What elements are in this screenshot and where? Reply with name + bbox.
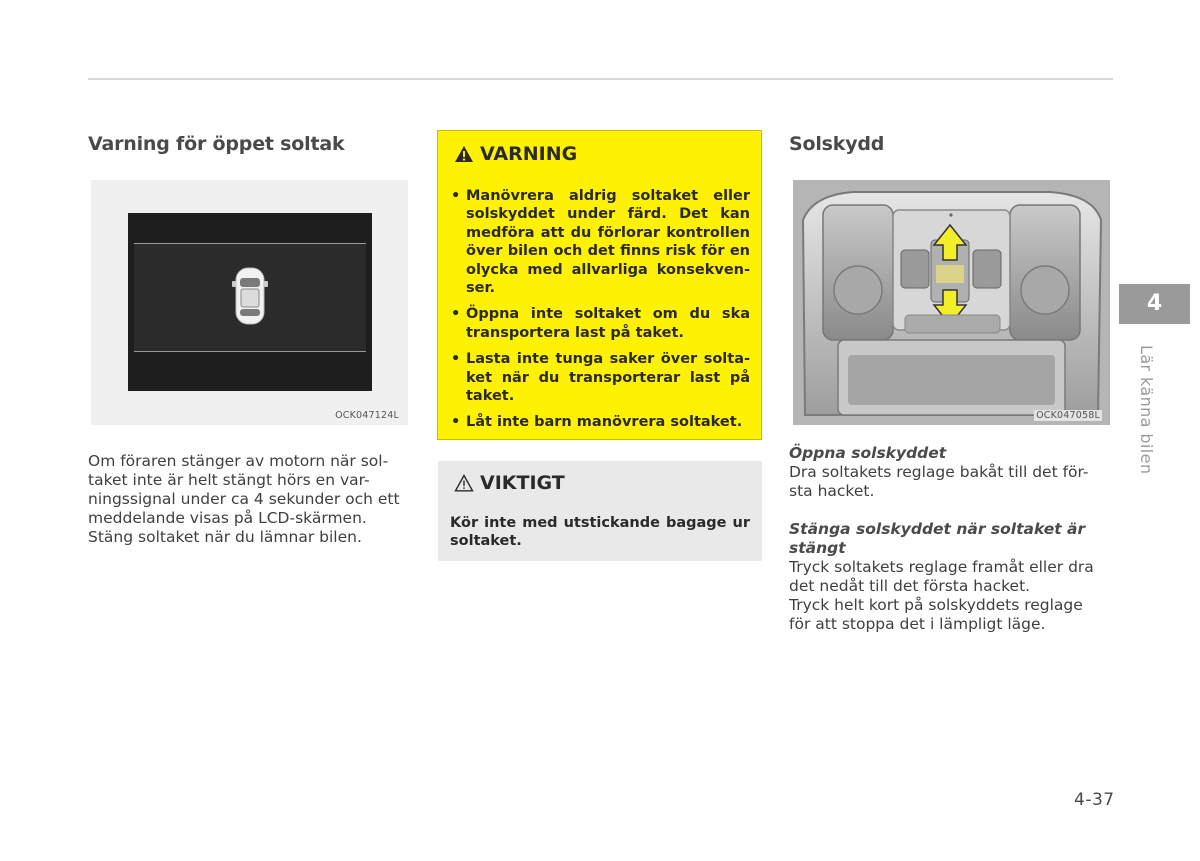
subheading-oppna-solskyddet: Öppna solskyddet bbox=[789, 444, 947, 462]
section-heading-varning-oppet-soltak: Varning för öppet soltak bbox=[88, 133, 345, 155]
lcd-illustration bbox=[91, 180, 408, 425]
left-paragraph-line: ningssignal under ca 4 sekunder och ett bbox=[88, 490, 400, 508]
subheading-stanga-solskyddet: Stänga solskyddet när soltaket är bbox=[789, 520, 1086, 538]
left-paragraph-line: taket inte är helt stängt hörs en var- bbox=[88, 471, 370, 489]
warning-outline-icon bbox=[454, 474, 474, 492]
chapter-number-tab: 4 bbox=[1119, 284, 1190, 324]
notice-title-text: VIKTIGT bbox=[480, 472, 565, 494]
right-paragraph-line: Tryck soltakets reglage framåt eller dra bbox=[789, 558, 1094, 576]
right-paragraph-line: Dra soltakets reglage bakåt till det för- bbox=[789, 463, 1089, 481]
left-paragraph-line: meddelande visas på LCD-skärmen. bbox=[88, 509, 367, 527]
warning-triangle-icon bbox=[454, 145, 474, 163]
notice-text: Kör inte med utstickande bagage ur soltaket. bbox=[450, 515, 750, 550]
warning-box bbox=[437, 130, 762, 440]
figure-code: OCK047124L bbox=[335, 410, 399, 421]
warning-item: • Lasta inte tunga saker över solta-ket när du transporterar last på taket. bbox=[450, 350, 750, 405]
notice-box bbox=[438, 461, 762, 561]
figure-code: OCK047058L bbox=[1036, 410, 1100, 421]
left-paragraph bbox=[88, 452, 410, 547]
notice-title bbox=[454, 472, 565, 494]
warning-title-text: VARNING bbox=[480, 143, 578, 165]
left-paragraph-line: Om föraren stänger av motorn när sol- bbox=[88, 452, 389, 470]
chapter-title: Lär känna bilen bbox=[1137, 345, 1156, 475]
header-rule bbox=[88, 78, 1113, 80]
right-text-block bbox=[789, 444, 1116, 634]
warning-item: • Manövrera aldrig soltaket eller solskyddet under färd. Det kan medföra att du förlorar kontrollen över bilen och det finns risk för en olycka med allvarliga konsekven-ser. bbox=[450, 187, 750, 297]
right-paragraph-line: för att stoppa det i lämpligt läge. bbox=[789, 615, 1046, 633]
right-paragraph-line: sta hacket. bbox=[789, 482, 875, 500]
right-paragraph-line: det nedåt till det första hacket. bbox=[789, 577, 1031, 595]
warning-list bbox=[450, 187, 750, 440]
page-number: 4-37 bbox=[1074, 790, 1115, 810]
lcd-message-panel bbox=[134, 243, 366, 352]
overhead-console-illustration bbox=[793, 180, 1110, 425]
warning-title bbox=[454, 143, 577, 165]
subheading-stanga-solskyddet: stängt bbox=[789, 539, 846, 557]
lcd-screen bbox=[128, 213, 372, 391]
warning-item: • Öppna inte soltaket om du ska transportera last på taket. bbox=[450, 305, 750, 342]
overhead-console-image bbox=[793, 180, 1110, 425]
section-heading-solskydd: Solskydd bbox=[789, 133, 885, 155]
warning-item: • Låt inte barn manövrera soltaket. bbox=[450, 413, 750, 431]
left-paragraph-line: Stäng soltaket när du lämnar bilen. bbox=[88, 528, 362, 546]
car-top-view-icon bbox=[230, 264, 270, 328]
right-paragraph-line: Tryck helt kort på solskyddets reglage bbox=[789, 596, 1083, 614]
